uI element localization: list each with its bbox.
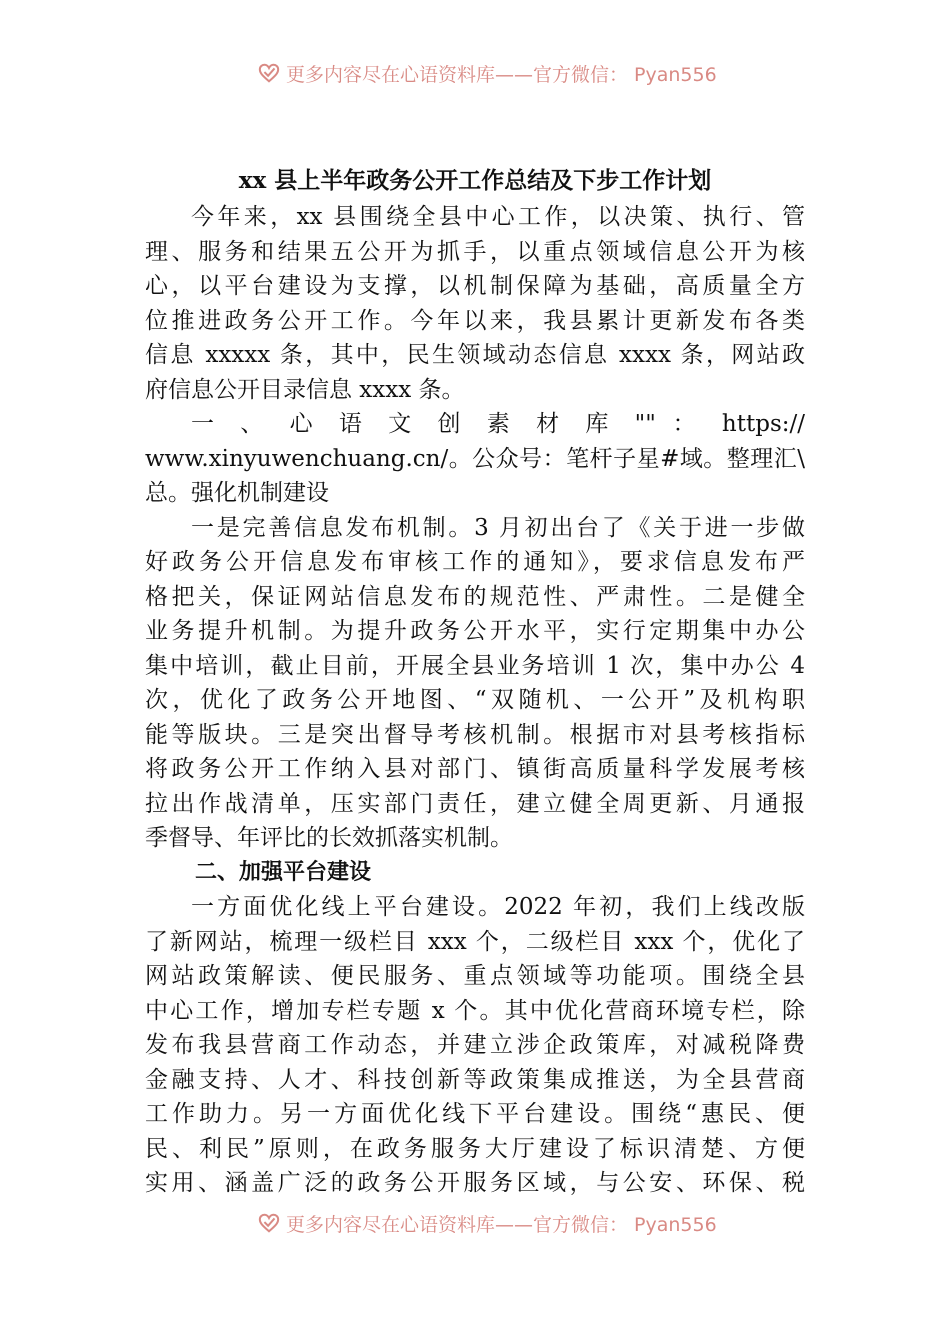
watermark-text: 更多内容尽在心语资料库——官方微信： Pyan556 xyxy=(286,63,717,86)
watermark-text: 更多内容尽在心语资料库——官方微信： Pyan556 xyxy=(286,1213,717,1236)
paragraph-line: 格把关，保证网站信息发布的规范性、严肃性。二是健全 xyxy=(145,583,805,610)
heart-logo-icon xyxy=(258,62,280,84)
paragraph-line: 理、服务和结果五公开为抓手，以重点领域信息公开为核 xyxy=(145,238,805,265)
heart-logo-icon xyxy=(258,1212,280,1234)
document-title: xx 县上半年政务公开工作总结及下步工作计划 xyxy=(238,167,712,194)
paragraph-line: 一是完善信息发布机制。3 月初出台了《关于进一步做 xyxy=(191,514,805,541)
paragraph-line: 一方面优化线上平台建设。2022 年初，我们上线改版 xyxy=(191,894,805,920)
paragraph-line: 府信息公开目录信息 xxxx 条。 xyxy=(145,376,465,403)
paragraph-line: 心，以平台建设为支撑，以机制保障为基础，高质量全方 xyxy=(145,273,805,299)
paragraph-line: 能等版块。三是突出督导考核机制。根据市对县考核指标 xyxy=(145,721,805,748)
paragraph-line: 工作助力。另一方面优化线下平台建设。围绕“惠民、便 xyxy=(145,1101,805,1127)
section-heading: 二、加强平台建设 xyxy=(195,859,372,885)
paragraph-line: 了新网站，梳理一级栏目 xxx 个，二级栏目 xxx 个，优化了 xyxy=(145,928,805,955)
watermark-header xyxy=(0,58,950,88)
paragraph-line: 一 、 心 语 文 创 素 材 库 "" ： https:// xyxy=(191,411,805,437)
paragraph-line: 信息 xxxxx 条，其中，民生领域动态信息 xxxx 条，网站政 xyxy=(145,342,805,368)
paragraph-line: 次，优化了政务公开地图、“双随机、一公开”及机构职 xyxy=(145,687,805,713)
paragraph-line: 中心工作，增加专栏专题 x 个。其中优化营商环境专栏，除 xyxy=(145,997,805,1024)
paragraph-line: 实用、涵盖广泛的政务公开服务区域，与公安、环保、税 xyxy=(145,1170,805,1196)
paragraph-line: 将政务公开工作纳入县对部门、镇街高质量科学发展考核 xyxy=(145,756,805,782)
paragraph-line: 今年来，xx 县围绕全县中心工作，以决策、执行、管 xyxy=(191,204,805,230)
paragraph-line: 网站政策解读、便民服务、重点领域等功能项。围绕全县 xyxy=(145,963,805,989)
paragraph-line: 金融支持、人才、科技创新等政策集成推送，为全县营商 xyxy=(145,1066,805,1093)
paragraph-line: www.xinyuwenchuang.cn/。公众号：笔杆子星#域。整理汇\ xyxy=(145,445,805,472)
paragraph-line: 拉出作战清单，压实部门责任，建立健全周更新、月通报 xyxy=(145,790,805,817)
paragraph-line: 季督导、年评比的长效抓落实机制。 xyxy=(145,825,513,851)
document-body xyxy=(145,200,805,1201)
paragraph-line: 位推进政务公开工作。今年以来，我县累计更新发布各类 xyxy=(145,307,805,334)
paragraph-line: 业务提升机制。为提升政务公开水平，实行定期集中办公 xyxy=(145,618,805,644)
section-heading: 总。强化机制建设 xyxy=(145,480,329,506)
paragraph-line: 发布我县营商工作动态，并建立涉企政策库，对减税降费 xyxy=(145,1032,805,1058)
paragraph-line: 民、利民”原则，在政务服务大厅建设了标识清楚、方便 xyxy=(145,1135,805,1162)
paragraph-line: 好政务公开信息发布审核工作的通知》，要求信息发布严 xyxy=(145,549,805,575)
paragraph-line: 集中培训，截止目前，开展全县业务培训 1 次，集中办公 4 xyxy=(145,652,805,679)
watermark-footer xyxy=(0,1208,950,1238)
